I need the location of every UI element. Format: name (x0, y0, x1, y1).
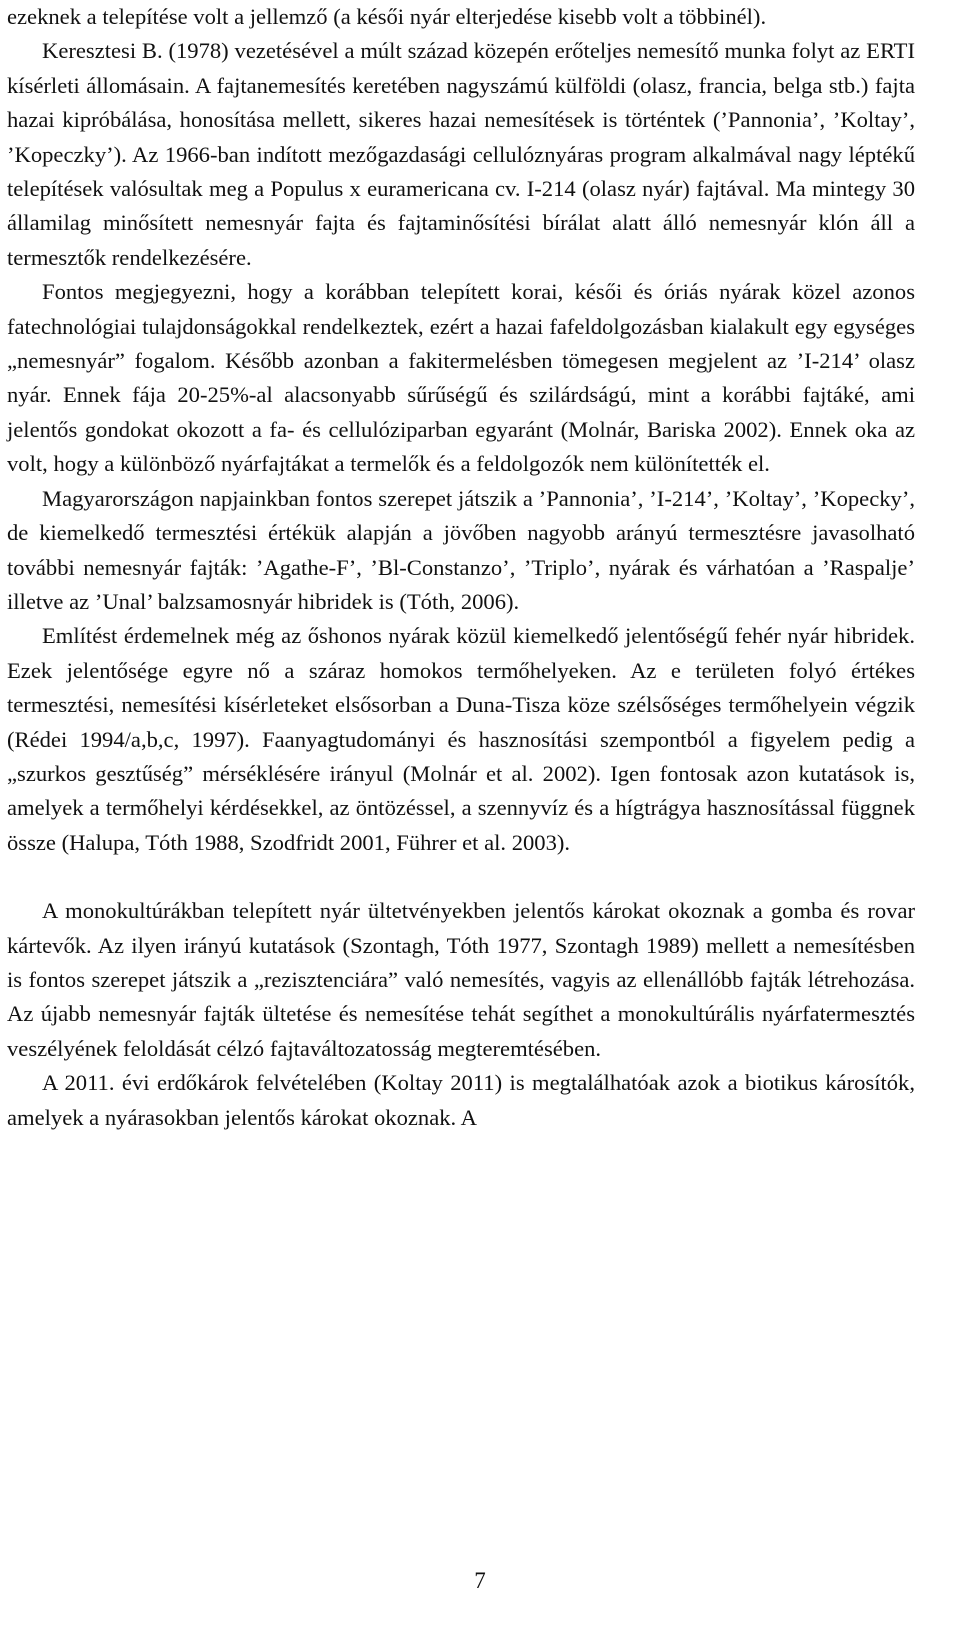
page-number: 7 (474, 1568, 486, 1593)
paragraph-7: A 2011. évi erdőkárok felvételében (Koltay 2011) is megtalálhatóak azok a biotikus károsítók, amelyek a nyárasokban jelentős károkat okoznak. A (7, 1070, 915, 1130)
paragraph-3: Fontos megjegyezni, hogy a korábban telepített korai, késői és óriás nyárak közel azonos fatechnológiai tulajdonságokkal rendelkeztek, ezért a hazai fafeldolgozásban kialakult egy egységes „nemesnyár” fogalom. Később azonban a fakitermelésben tömegesen megjelent az ’I-214’ olasz nyár. Ennek fája 20-25%-al alacsonyabb sűrűségű és szilárdságú, mint a korábbi fajtáké, ami jelentős gondokat okozott a fa- és cellulóziparban egyaránt (Molnár, Bariska 2002). Ennek oka az volt, hogy a különböző nyárfajtákat a termelők és a feldolgozók nem különítették el. (7, 279, 915, 477)
paragraph-2: Keresztesi B. (1978) vezetésével a múlt század közepén erőteljes nemesítő munka folyt az ERTI kísérleti állomásain. A fajtanemesítés keretében nagyszámú külföldi (olasz, francia, belga stb.) fajta hazai kipróbálása, honosítása mellett, sikeres hazai nemesítések is történtek (’Pannonia’, ’Koltay’, ’Kopeczky’). Az 1966-ban indított mezőgazdasági cellulóznyáras program alkalmával nagy léptékű telepítések valósultak meg a Populus x euramericana cv. I-214 (olasz nyár) fajtával. Ma mintegy 30 államilag minősített nemesnyár fajta és fajtaminősítési bírálat alatt álló nemesnyár klón áll a termesztők rendelkezésére. (7, 38, 915, 270)
paragraph-6: A monokultúrákban telepített nyár ültetvényekben jelentős károkat okoznak a gomba és rovar kártevők. Az ilyen irányú kutatások (Szontagh, Tóth 1977, Szontagh 1989) mellett a nemesítésben is fontos szerepet játszik a „rezisztenciára” való nemesítés, vagyis az ellenállóbb fajták létrehozása. Az újabb nemesnyár fajták ültetése és nemesítése tehát segíthet a monokultúrális nyárfatermesztés veszélyének feloldását célzó fajtaváltozatosság megteremtésében. (7, 898, 915, 1061)
paragraph-1: ezeknek a telepítése volt a jellemző (a késői nyár elterjedése kisebb volt a többinél). (7, 4, 767, 29)
body-text (7, 0, 915, 1135)
paragraph-4: Magyarországon napjainkban fontos szerepet játszik a ’Pannonia’, ’I-214’, ’Koltay’, ’Kopecky’, de kiemelkedő termesztési értékük alapján a jövőben nagyobb arányú termesztésre javasolható további nemesnyár fajták: ’Agathe-F’, ’Bl-Constanzo’, ’Triplo’, nyárak és várhatóan a ’Raspalje’ illetve az ’Unal’ balzsamosnyár hibridek is (Tóth, 2006). (7, 485, 915, 614)
paragraph-5: Említést érdemelnek még az őshonos nyárak közül kiemelkedő jelentőségű fehér nyár hibridek. Ezek jelentősége egyre nő a száraz homokos termőhelyeken. Az e területen folyó értékes termesztési, nemesítési kísérleteket elsősorban a Duna-Tisza köze szélsőséges termőhelyein végzik (Rédei 1994/a,b,c, 1997). Faanyagtudományi és hasznosítási szempontból a figyelem pedig a „szurkos gesztűség” mérséklésére irányul (Molnár et al. 2002). Igen fontosak azon kutatások is, amelyek a termőhelyi kérdésekkel, az öntözéssel, a szennyvíz és a hígtrágya hasznosítással függnek össze (Halupa, Tóth 1988, Szodfridt 2001, Führer et al. 2003). (7, 623, 915, 855)
